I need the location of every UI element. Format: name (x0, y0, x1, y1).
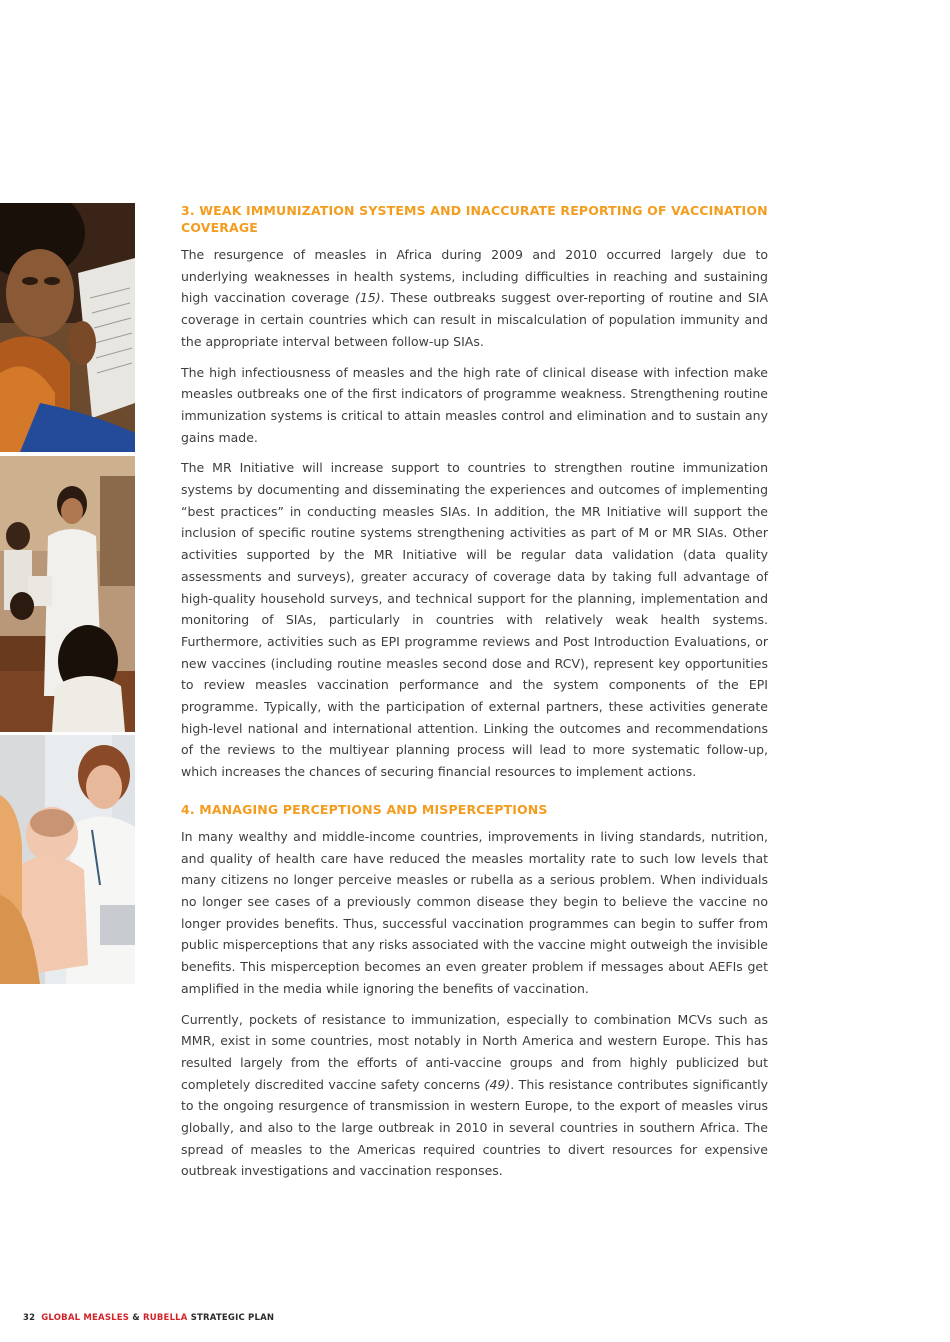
page-number: 32 (23, 1313, 36, 1323)
citation-ref: (15) (354, 290, 381, 306)
paragraph: The MR Initiative will increase support to countries to strengthen routine immunization systems by documenting and disseminating the experiences and outcomes of implementing “best practices” in conducting measles SIAs. In addition, the MR Initiative will support the inclusion of specific routine systems strengthening activities as part of M or MR SIAs. Other activities supported by the MR Initiative will be regular data validation (data quality assessments and surveys), greater accuracy of coverage data by taking full advantage of high-quality household surveys, and technical support for the planning, implementation and monitoring of SIAs, particularly in countries with relatively weak health systems. Furthermore, activities such as EPI programme reviews and Post Introduction Evaluations, or new vaccines (including routine measles second dose and RCV), represent key opportunities to review measles vaccination performance and the system components of the EPI programme. Typically, with the participation of external partners, these activities generate high-level national and international attention. Linking the outcomes and recommendations of the reviews to the multiyear planning process will lead to more systematic follow-up, which increases the chances of securing financial resources to implement actions. (181, 460, 768, 780)
photo-health-worker-card (0, 203, 135, 452)
photo-doctor-baby (0, 735, 135, 984)
paragraph-text: . These outbreaks suggest over-reporting of routine and SIA coverage in certain countries which can result in miscalculation of population immunity and the appropriate interval between follow-up SIAs. (181, 290, 768, 349)
section-heading-perceptions: 4. MANAGING PERCEPTIONS AND MISPERCEPTIONS (181, 801, 548, 817)
citation-ref: (49) (484, 1076, 511, 1092)
footer-title-strategic-plan: STRATEGIC PLAN (187, 1313, 275, 1323)
page-footer (23, 1313, 274, 1323)
paragraph-text: . This resistance contributes significantly to the ongoing resurgence of transmission in western Europe, to the export of measles virus globally, and also to the large outbreak in 2010 in several countries in southern Africa. The spread of measles to the Americas required countries to divert resources for expensive outbreak investigations and vaccination responses. (181, 1076, 769, 1179)
footer-ampersand: & (129, 1313, 144, 1323)
footer-title-measles: GLOBAL MEASLES (41, 1313, 130, 1323)
footer-title-rubella: RUBELLA (143, 1313, 188, 1323)
photo-nurse-classroom (0, 456, 135, 732)
paragraph-text: The resurgence of measles in Africa during 2009 and 2010 occurred largely due to underlying weaknesses in health systems, including difficulties in reaching and sustaining high vaccination coverage (181, 247, 768, 306)
paragraph: In many wealthy and middle-income countries, improvements in living standards, nutrition, and quality of health care have reduced the measles mortality rate to such low levels that many citizens no longer perceive measles or rubella as a serious problem. When individuals no longer see cases of a previously common disease they begin to believe the vaccine no longer provides benefits. Thus, successful vaccination programmes can begin to suffer from public misperceptions that any risks associated with the vaccine might outweigh the invisible benefits. This misperception becomes an even greater problem if messages about AEFIs get amplified in the media while ignoring the benefits of vaccination. (181, 828, 768, 996)
paragraph: The high infectiousness of measles and the high rate of clinical disease with infection make measles outbreaks one of the first indicators of programme weakness. Strengthening routine immunization systems is critical to attain measles control and elimination and to sustain any gains made. (181, 364, 768, 445)
paragraph-text: Currently, pockets of resistance to immunization, especially to combination MCVs such as MMR, exist in some countries, most notably in North America and western Europe. This has resulted largely from the efforts of anti-vaccine groups and from highly publicized but completely discredited vaccine safety concerns (181, 1011, 768, 1092)
main-content (181, 202, 768, 1191)
section-heading-weak-immunization: 3. WEAK IMMUNIZATION SYSTEMS AND INACCURATE REPORTING OF VACCINATION COVERAGE (181, 203, 768, 235)
paragraph (181, 1009, 768, 1183)
paragraph (181, 244, 768, 353)
